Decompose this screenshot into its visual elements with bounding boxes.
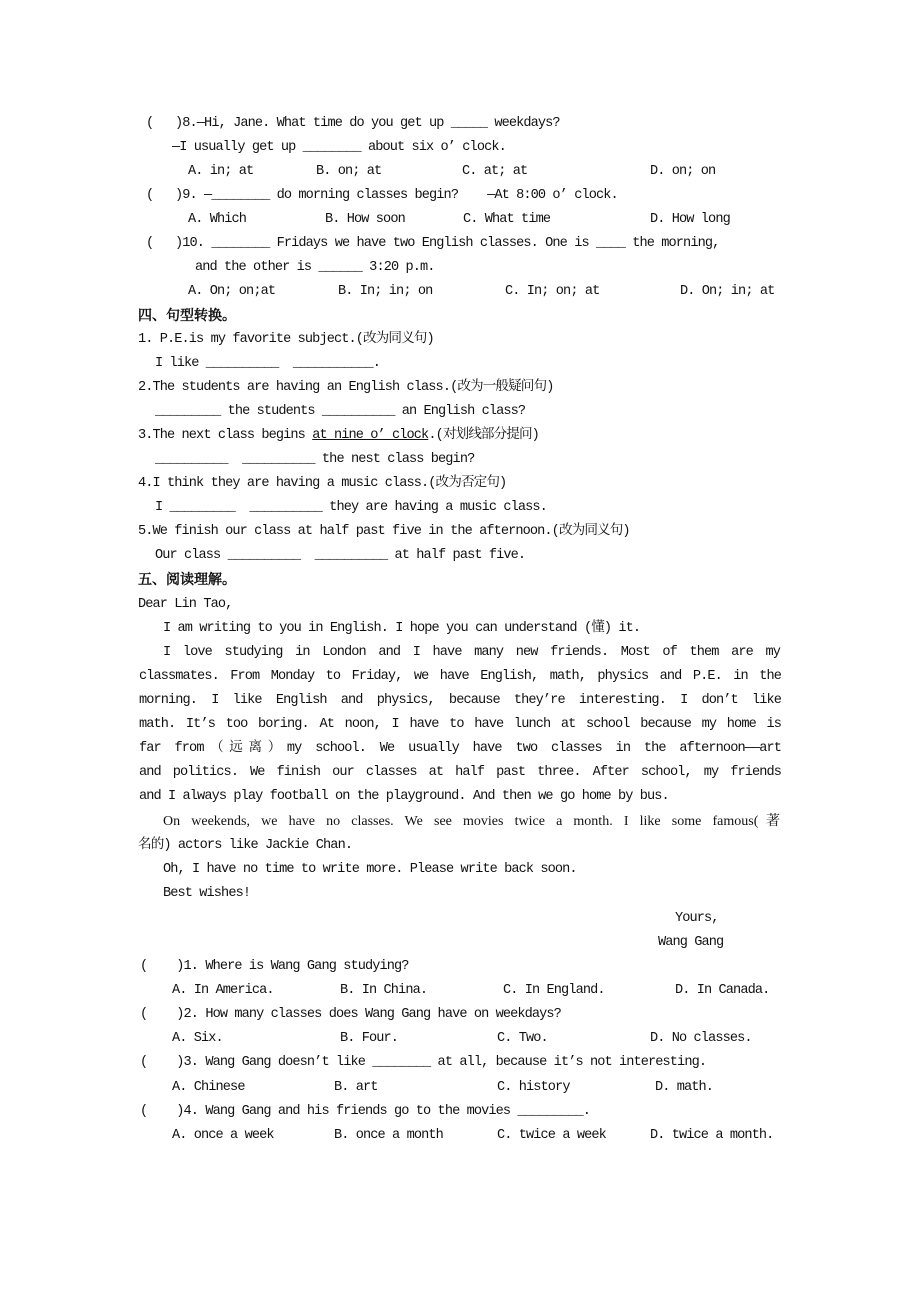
question-8: ( )8.—Hi, Jane. What time do you get up _____ weekdays? <box>146 116 560 131</box>
transform-question-3 <box>138 427 539 445</box>
question-10: ( )10. ________ Fridays we have two English classes. One is ____ the morning, <box>146 236 720 251</box>
transform-answer-2: _________ the students __________ an English class? <box>155 404 526 419</box>
letter-line: I love studying in London and I have many new friends. Most of them are my <box>163 645 780 660</box>
option-b: B. art <box>334 1080 378 1095</box>
option-d: D. No classes. <box>650 1031 752 1046</box>
option-c: C. at; at <box>462 164 528 179</box>
option-c: C. Two. <box>497 1031 548 1046</box>
letter-paragraph-1: I am writing to you in English. I hope you can understand (懂) it. <box>163 621 641 636</box>
reading-question-3: ( )3. Wang Gang doesn’t like ________ at all, because it’s not interesting. <box>140 1055 707 1070</box>
letter-line: On weekends, we have no classes. We see movies twice a month. I like some famous(著 <box>163 814 780 829</box>
option-a: A. Chinese <box>172 1080 245 1095</box>
letter-paragraph-5: Best wishes! <box>163 886 251 901</box>
option-c: C. history <box>497 1080 570 1095</box>
option-d: D. On; in; at <box>680 284 775 299</box>
option-b: B. once a month <box>334 1128 443 1143</box>
transform-answer-4: I _________ __________ they are having a music class. <box>155 500 547 515</box>
reading-question-4: ( )4. Wang Gang and his friends go to the movies _________. <box>140 1104 590 1119</box>
letter-line: 名的) actors like Jackie Chan. <box>138 838 353 853</box>
question-8-line2: —I usually get up ________ about six o’ clock. <box>172 140 506 155</box>
letter-line: far from（远离）my school. We usually have two classes in the afternoon——art <box>139 741 781 756</box>
option-d: D. math. <box>655 1080 714 1095</box>
letter-line: classmates. From Monday to Friday, we have English, math, physics and P.E. in the <box>139 669 781 684</box>
transform-question-2: 2.The students are having an English class.(改为一般疑问句) <box>138 380 554 395</box>
option-b: B. How soon <box>325 212 405 227</box>
letter-line: and I always play football on the playground. And then we go home by bus. <box>139 789 669 804</box>
transform-question-1: 1. P.E.is my favorite subject.(改为同义句) <box>138 332 434 347</box>
letter-paragraph-4: Oh, I have no time to write more. Please write back soon. <box>163 862 577 877</box>
transform-answer-5: Our class __________ __________ at half past five. <box>155 548 526 563</box>
underlined-phrase: at nine o’ clock <box>312 428 429 443</box>
section-heading-4: 四、句型转换。 <box>138 308 236 324</box>
option-a: A. Six. <box>172 1031 223 1046</box>
letter-greeting: Dear Lin Tao, <box>138 597 233 612</box>
option-c: C. twice a week <box>497 1128 606 1143</box>
letter-line: and politics. We finish our classes at half past three. After school, my friends <box>139 765 781 780</box>
reading-question-2: ( )2. How many classes does Wang Gang have on weekdays? <box>140 1007 561 1022</box>
letter-line: morning. I like English and physics, because they’re interesting. I don’t like <box>139 693 781 708</box>
option-a: A. On; on;at <box>188 284 276 299</box>
option-d: D. twice a month. <box>650 1128 774 1143</box>
instruction: .(对划线部分提问) <box>428 428 539 443</box>
option-c: C. In England. <box>503 983 605 998</box>
option-a: A. in; at <box>188 164 254 179</box>
section-heading-5: 五、阅读理解。 <box>138 572 236 588</box>
question-10-line2: and the other is ______ 3:20 p.m. <box>195 260 435 275</box>
transform-answer-3: __________ __________ the nest class begin? <box>155 452 475 467</box>
letter-signature: Wang Gang <box>658 935 724 950</box>
transform-question-4: 4.I think they are having a music class.(改为否定句) <box>138 476 507 491</box>
option-c: C. In; on; at <box>505 284 600 299</box>
option-b: B. on; at <box>316 164 382 179</box>
reading-question-1: ( )1. Where is Wang Gang studying? <box>140 959 409 974</box>
letter-line: math. It’s too boring. At noon, I have to have lunch at school because my home is <box>139 717 781 732</box>
option-b: B. In China. <box>340 983 428 998</box>
letter-closing: Yours, <box>675 911 719 926</box>
option-b: B. Four. <box>340 1031 399 1046</box>
option-c: C. What time <box>463 212 551 227</box>
option-d: D. on; on <box>650 164 716 179</box>
transform-question-5: 5.We finish our class at half past five in the afternoon.(改为同义句) <box>138 524 630 539</box>
question-9: ( )9. —________ do morning classes begin? —At 8:00 o’ clock. <box>146 188 618 203</box>
option-a: A. once a week <box>172 1128 274 1143</box>
option-a: A. Which <box>188 212 247 227</box>
question-text: 3.The next class begins <box>138 428 313 443</box>
option-b: B. In; in; on <box>338 284 433 299</box>
option-a: A. In America. <box>172 983 274 998</box>
option-d: D. In Canada. <box>675 983 770 998</box>
option-d: D. How long <box>650 212 730 227</box>
transform-answer-1: I like __________ ___________. <box>155 356 380 371</box>
